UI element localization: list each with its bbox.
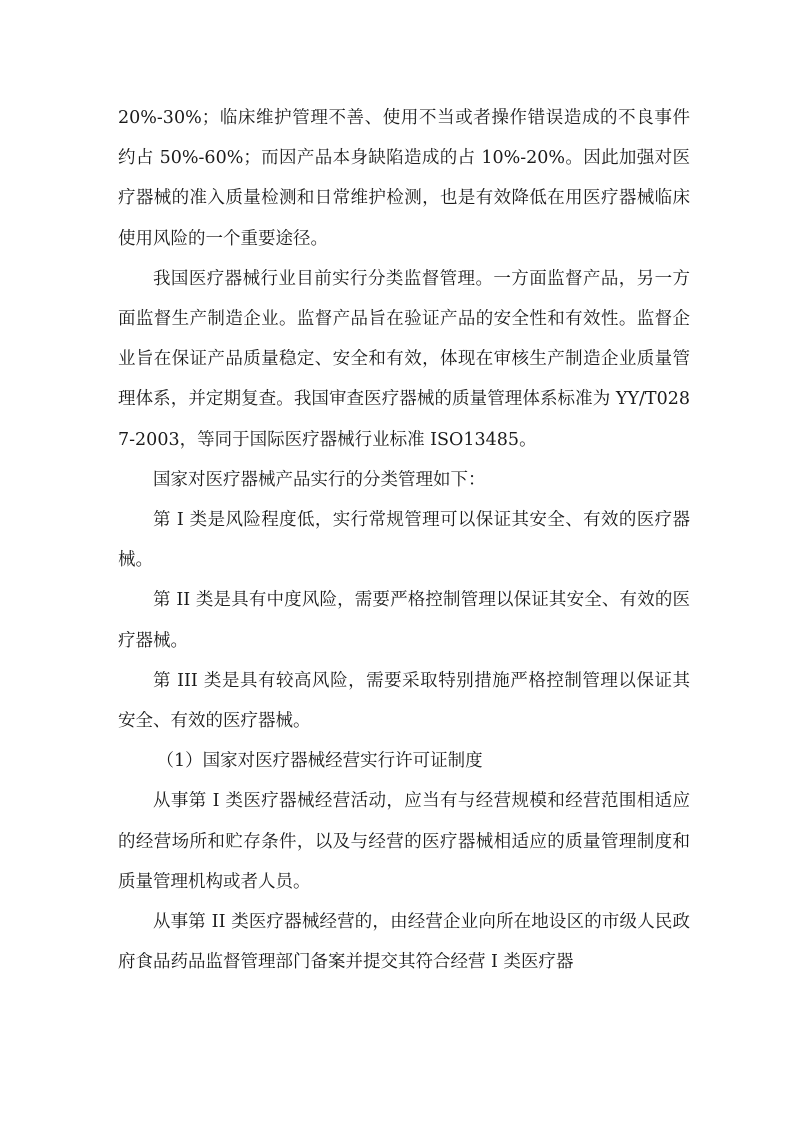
document-body: [118, 98, 690, 982]
section-heading-license-system: （1）国家对医疗器械经营实行许可证制度: [156, 751, 483, 772]
paragraph-adverse-events: 20%-30%；临床维护管理不善、使用不当或者操作错误造成的不良事件约占 50%-60%；而因产品本身缺陷造成的占 10%-20%。因此加强对医疗器械的准入质量检测和日常维护检测，也是有效降低在用医疗器械临床使用风险的一个重要途径。: [118, 108, 690, 249]
paragraph-class-2: 第 II 类是具有中度风险，需要严格控制管理以保证其安全、有效的医疗器械。: [118, 590, 690, 651]
paragraph-class-3: 第 III 类是具有较高风险，需要采取特别措施严格控制管理以保证其安全、有效的医疗器械。: [118, 670, 690, 732]
paragraph-class-2-operation: 从事第 II 类医疗器械经营的，由经营企业向所在地设区的市级人民政府食品药品监督管理部门备案并提交其符合经营 I 类医疗器: [118, 912, 690, 973]
paragraph-classification-intro: 国家对医疗器械产品实行的分类管理如下：: [153, 469, 486, 490]
paragraph-class-1-operation: 从事第 I 类医疗器械经营活动，应当有与经营规模和经营范围相适应的经营场所和贮存条件，以及与经营的医疗器械相适应的质量管理制度和质量管理机构或者人员。: [118, 791, 690, 892]
paragraph-classified-supervision: 我国医疗器械行业目前实行分类监督管理。一方面监督产品，另一方面监督生产制造企业。监督产品旨在验证产品的安全性和有效性。监督企业旨在保证产品质量稳定、安全和有效，体现在审核生产制造企业质量管理体系，并定期复查。我国审查医疗器械的质量管理体系标准为 YY/T0287-2003，等同于国际医疗器械行业标准 ISO13485。: [118, 268, 690, 450]
paragraph-class-1: 第 I 类是风险程度低，实行常规管理可以保证其安全、有效的医疗器械。: [118, 510, 690, 571]
